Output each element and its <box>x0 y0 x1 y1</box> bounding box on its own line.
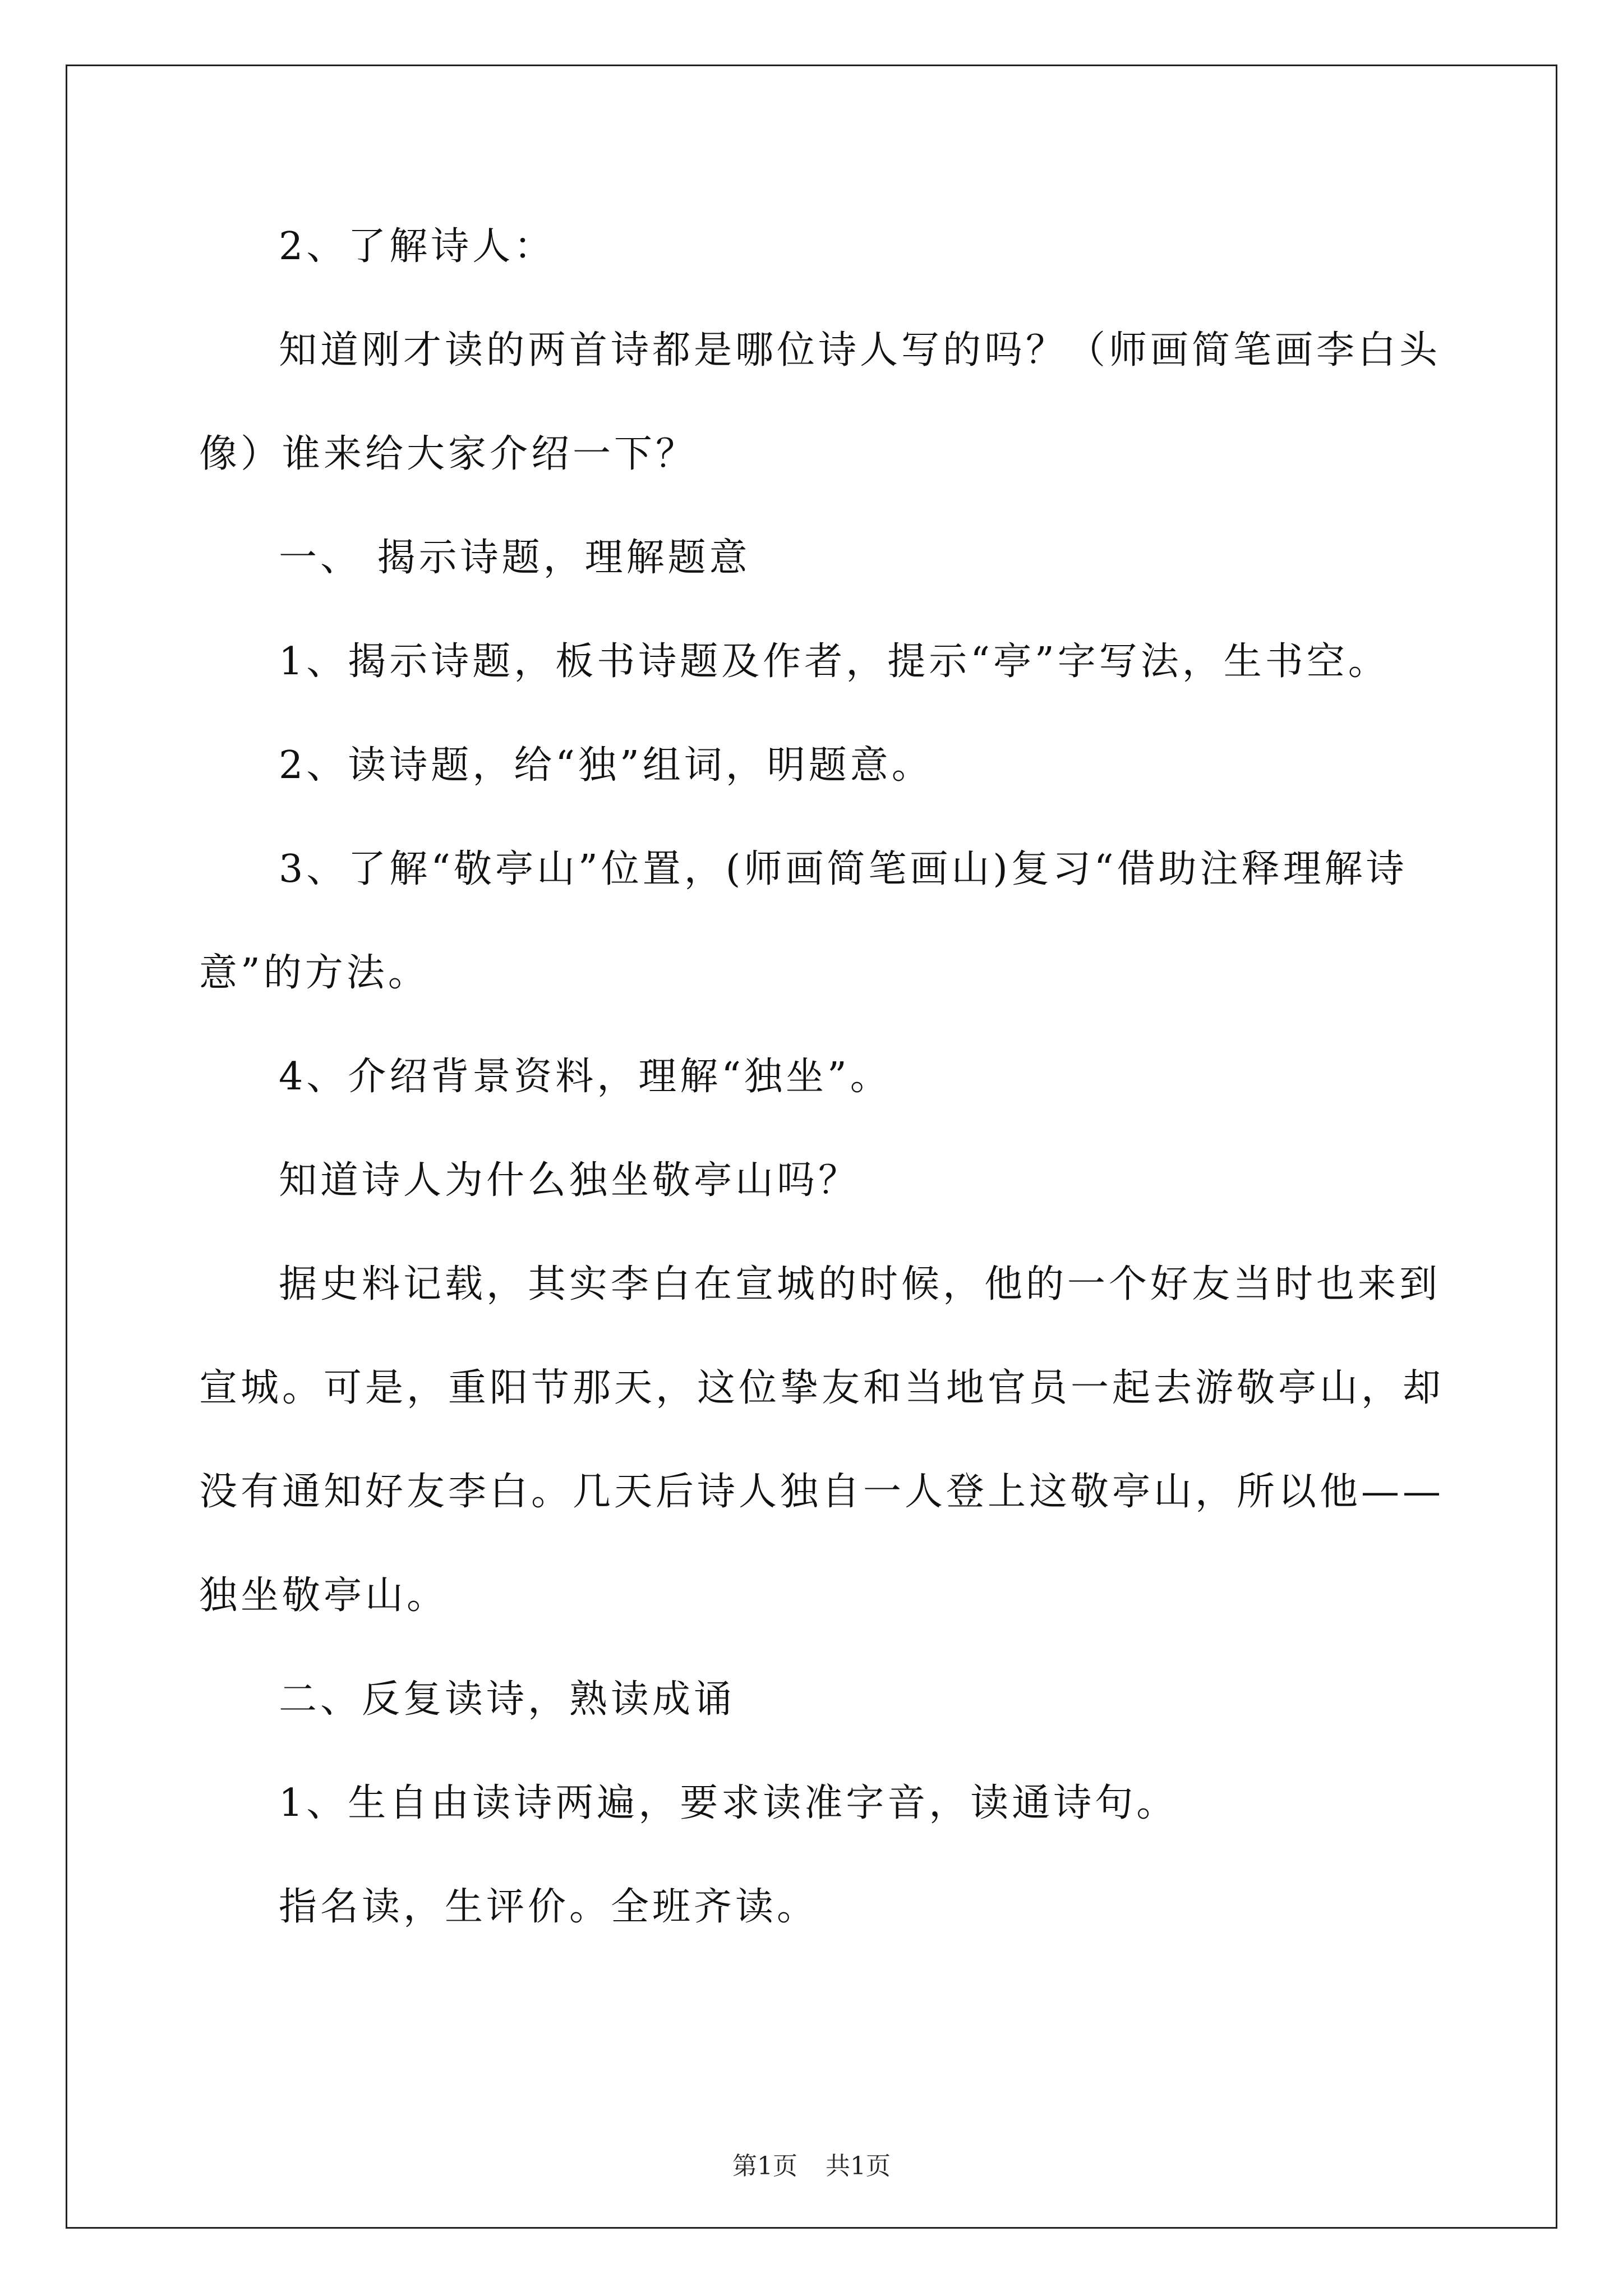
text-line: 1、生自由读诗两遍，要求读准字音，读通诗句。 <box>279 1781 1178 1825</box>
page-number: 第1页 <box>732 2152 797 2180</box>
text-line: 指名读，生评价。全班齐读。 <box>279 1885 819 1929</box>
text-line: 知道诗人为什么独坐敬亭山吗？ <box>279 1158 860 1203</box>
text-line: 据史料记载，其实李白在宣城的时候，他的一个好友当时也来到 <box>279 1262 1441 1306</box>
text-line: 2、了解诗人： <box>279 224 556 269</box>
section-heading: 一、 揭示诗题，理解题意 <box>279 536 751 580</box>
text-line: 意”的方法。 <box>199 951 430 995</box>
text-line: 像）谁来给大家介绍一下？ <box>199 432 698 476</box>
page-footer <box>0 2150 1623 2183</box>
text-line: 独坐敬亭山。 <box>199 1573 449 1618</box>
text-line: 宣城。可是，重阳节那天，这位挚友和当地官员一起去游敬亭山，却 <box>199 1366 1445 1410</box>
text-line: 3、了解“敬亭山”位置，(师画简笔画山)复习“借助注释理解诗 <box>279 847 1408 891</box>
page-total: 共1页 <box>826 2152 891 2180</box>
text-line: 没有通知好友李白。几天后诗人独自一人登上这敬亭山，所以他—— <box>199 1470 1445 1514</box>
text-line: 2、读诗题，给“独”组词，明题意。 <box>279 743 933 788</box>
section-heading: 二、反复读诗，熟读成诵 <box>279 1677 736 1722</box>
text-line: 知道刚才读的两首诗都是哪位诗人写的吗？（师画简笔画李白头 <box>279 328 1441 372</box>
text-line: 4、介绍背景资料，理解“独坐”。 <box>279 1055 892 1099</box>
text-line: 1、揭示诗题，板书诗题及作者，提示“亭”字写法，生书空。 <box>279 639 1390 684</box>
